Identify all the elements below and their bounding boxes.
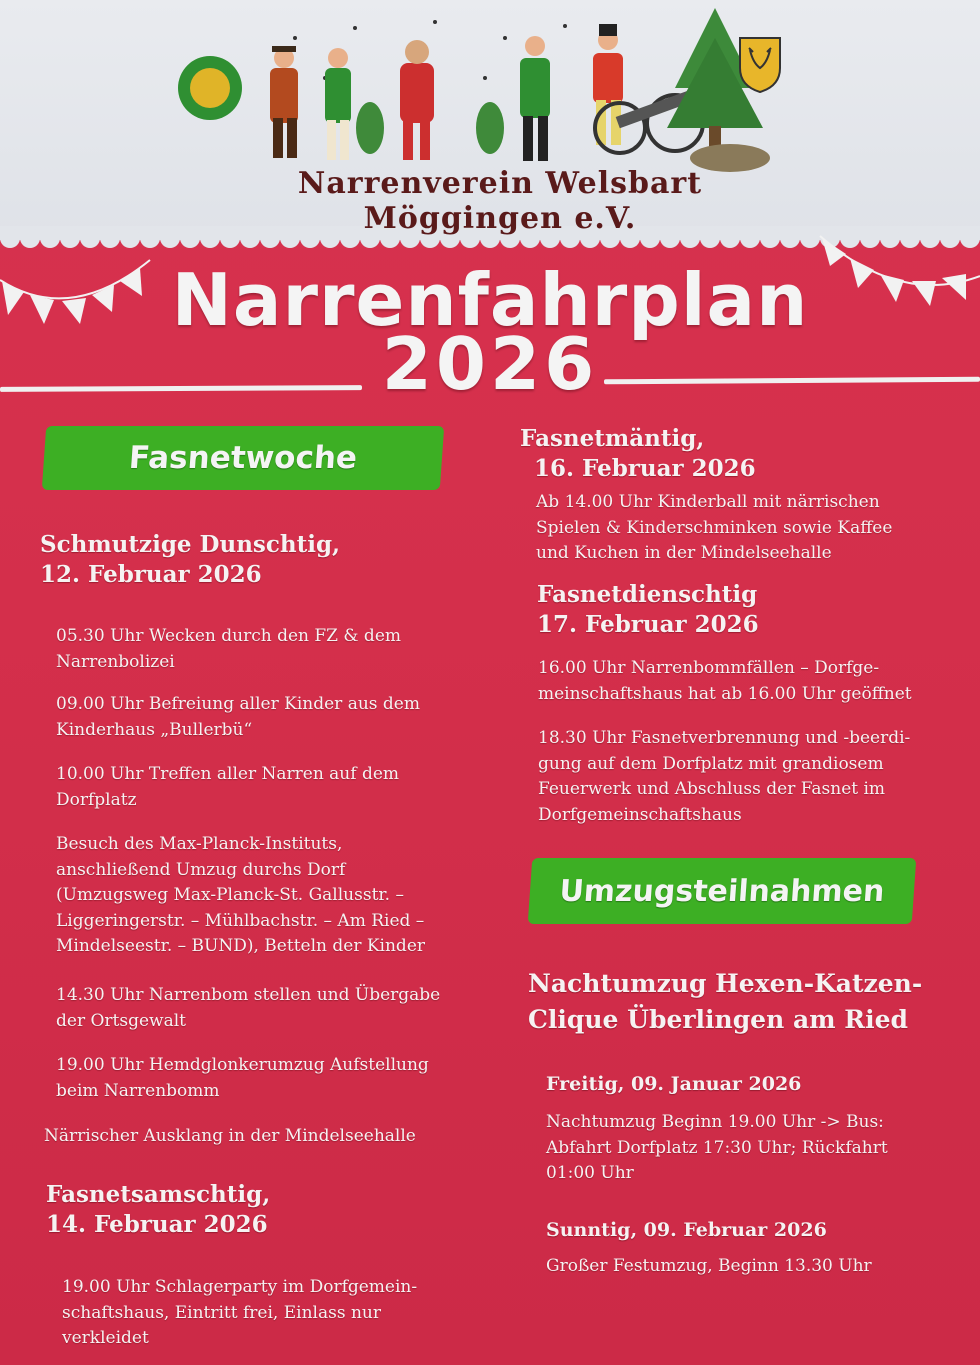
- section-label-text: Fasnetwoche: [127, 440, 359, 476]
- event-details: Nachtumzug Beginn 19.00 Uhr -> Bus: Abfahrt Dorfplatz 17:30 Uhr; Rückfahrt 01:00 Uhr: [546, 1112, 888, 1183]
- list-item: 19.00 Uhr Schlagerparty im Dorfgemein- schaftshaus, Eintritt frei, Einlass nur verkleidet: [62, 1277, 418, 1348]
- list-item: Ab 14.00 Uhr Kinderball mit närrischen Spielen & Kinderschminken sowie Kaffee und Kuchen in der Mindelseehalle: [536, 492, 893, 563]
- event-date: Freitig, 09. Januar 2026: [546, 1073, 802, 1095]
- closing-note: Närrischer Ausklang in der Mindelseehalle: [44, 1126, 416, 1146]
- section-label-text: Umzugsteilnahmen: [558, 873, 886, 909]
- list-item: 16.00 Uhr Narrenbommfällen – Dorfge- meinschaftshaus hat ab 16.00 Uhr geöffnet: [538, 658, 912, 704]
- list-item: 18.30 Uhr Fasnetverbrennung und -beerdi- gung auf dem Dorfplatz mit grandiosem Feuerwerk und Abschluss der Fasnet im Dorfgemeinschaftshaus: [538, 728, 911, 825]
- list-item: 10.00 Uhr Treffen aller Narren auf dem Dorfplatz: [56, 764, 400, 810]
- event-heading: Nachtumzug Hexen-Katzen- Clique Überlingen am Ried: [528, 969, 923, 1035]
- list-item: 14.30 Uhr Narrenbom stellen und Übergabe der Ortsgewalt: [56, 985, 441, 1031]
- list-item: Besuch des Max-Planck-Instituts, anschließend Umzug durchs Dorf (Umzugsweg Max-Planck-St. Gallusstr. – Liggeringerstr. – Mühlbachstr. – Am Ried – Mindelseestr. – BUND), Betteln der Kinder: [56, 834, 426, 956]
- section-label-fasnetwoche: [42, 426, 444, 490]
- day-heading: Schmutzige Dunschtig, 12. Februar 2026: [40, 531, 341, 589]
- poster-year: 2026: [381, 322, 599, 406]
- day-heading: Fasnetdienschtig 17. Februar 2026: [537, 581, 759, 639]
- poster-title: Narrenfahrplan: [171, 258, 809, 342]
- day-heading: Fasnetsamschtig, 14. Februar 2026: [46, 1181, 271, 1239]
- event-details: Großer Festumzug, Beginn 13.30 Uhr: [546, 1256, 872, 1276]
- list-item: 05.30 Uhr Wecken durch den FZ & dem Narrenbolizei: [56, 626, 401, 672]
- event-date: Sunntig, 09. Februar 2026: [546, 1219, 827, 1241]
- list-item: 19.00 Uhr Hemdglonkerumzug Aufstellung beim Narrenbomm: [56, 1055, 429, 1101]
- list-item: 09.00 Uhr Befreiung aller Kinder aus dem Kinderhaus „Bullerbü“: [56, 694, 420, 740]
- section-label-umzugsteilnahmen: [528, 858, 917, 924]
- club-name: Narrenverein Welsbart Möggingen e.V.: [297, 166, 703, 236]
- day-heading: Fasnetmäntig, 16. Februar 2026: [520, 425, 756, 483]
